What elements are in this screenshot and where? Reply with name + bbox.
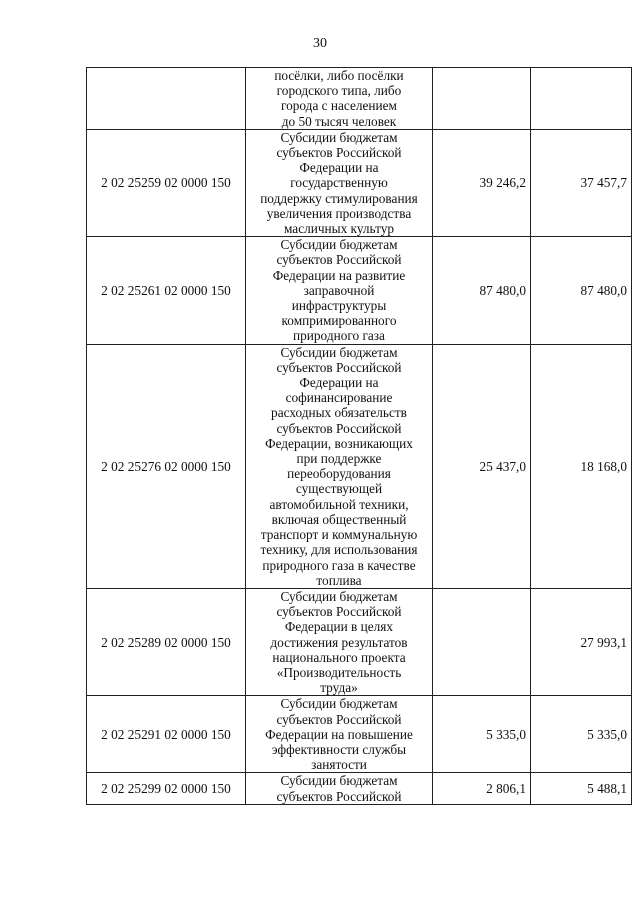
description-line: эффективности службы <box>271 741 407 757</box>
description-line: топлива <box>316 572 362 588</box>
description-line: посёлки, либо посёлки <box>274 68 404 83</box>
description-line: субъектов Российской <box>276 359 402 375</box>
table-row <box>87 344 632 588</box>
description-line: увеличения производства <box>266 205 412 221</box>
budget-code-cell: 2 02 25259 02 0000 150 <box>87 129 246 236</box>
description-line: Субсидии бюджетам <box>280 696 398 712</box>
description-line: Федерации на <box>299 375 379 391</box>
description-line: труда» <box>320 680 358 696</box>
description-line: субъектов Российской <box>276 788 402 804</box>
description-line: города с населением <box>281 98 397 114</box>
amount-cell-second-year: 27 993,1 <box>531 588 632 695</box>
description-line: субъектов Российской <box>276 252 402 268</box>
description-line: включая общественный <box>271 511 407 527</box>
amount-cell-first-year: 2 806,1 <box>433 773 531 804</box>
table-row <box>87 696 632 773</box>
description-line: Федерации на <box>299 160 379 176</box>
budget-code-cell: 2 02 25291 02 0000 150 <box>87 696 246 773</box>
table-row <box>87 588 632 695</box>
amount-cell-second-year: 37 457,7 <box>531 129 632 236</box>
table-row <box>87 237 632 344</box>
description-line: масличных культур <box>283 221 395 237</box>
description-line: государственную <box>290 175 388 191</box>
amount-cell-second-year: 5 335,0 <box>531 696 632 773</box>
budget-code-cell: 2 02 25276 02 0000 150 <box>87 344 246 588</box>
description-line: существующей <box>295 481 383 497</box>
budget-code-cell <box>87 68 246 130</box>
description-line: Федерации в целях <box>284 619 394 635</box>
description-line: до 50 тысяч человек <box>281 113 397 129</box>
description-line: национального проекта <box>272 649 406 665</box>
subsidy-description-cell <box>246 344 433 588</box>
description-line: при поддержке <box>296 451 382 467</box>
amount-cell-second-year: 5 488,1 <box>531 773 632 804</box>
description-line: транспорт и коммунальную <box>260 527 418 543</box>
budget-table <box>86 67 632 805</box>
amount-cell-first-year: 5 335,0 <box>433 696 531 773</box>
description-line: занятости <box>311 757 367 773</box>
description-line: Субсидии бюджетам <box>280 588 398 604</box>
description-line: природного газа <box>293 328 385 344</box>
page-number: 30 <box>313 36 327 51</box>
description-line: городского типа, либо <box>276 83 402 99</box>
description-line: инфраструктуры <box>291 298 387 314</box>
amount-cell-first-year: 87 480,0 <box>433 237 531 344</box>
description-line: субъектов Российской <box>276 604 402 620</box>
description-line: автомобильной техники, <box>269 496 409 512</box>
subsidy-description-cell <box>246 588 433 695</box>
table-row <box>87 773 632 804</box>
description-line: Субсидии бюджетам <box>280 237 398 253</box>
amount-cell-second-year: 18 168,0 <box>531 344 632 588</box>
description-line: субъектов Российской <box>276 420 402 436</box>
description-line: софинансирование <box>285 390 393 406</box>
table-row <box>87 68 632 130</box>
description-line: переоборудования <box>287 466 391 482</box>
description-line: Федерации на развитие <box>272 267 406 283</box>
description-line: Субсидии бюджетам <box>280 773 398 789</box>
description-line: расходных обязательств <box>271 405 407 421</box>
amount-cell-first-year: 39 246,2 <box>433 129 531 236</box>
amount-cell-first-year: 25 437,0 <box>433 344 531 588</box>
budget-code-cell: 2 02 25289 02 0000 150 <box>87 588 246 695</box>
subsidy-description-cell <box>246 68 433 130</box>
table-row <box>87 129 632 236</box>
description-line: Субсидии бюджетам <box>280 344 398 360</box>
amount-cell-first-year <box>433 68 531 130</box>
description-line: Федерации, возникающих <box>265 435 413 451</box>
description-line: технику, для использования <box>260 542 418 558</box>
amount-cell-first-year <box>433 588 531 695</box>
subsidy-description-cell <box>246 773 433 804</box>
description-line: субъектов Российской <box>276 711 402 727</box>
description-line: «Производительность <box>276 664 402 680</box>
description-line: заправочной <box>303 282 375 298</box>
description-line: достижения результатов <box>270 634 408 650</box>
amount-cell-second-year <box>531 68 632 130</box>
subsidy-description-cell <box>246 696 433 773</box>
description-line: природного газа в качестве <box>262 557 416 573</box>
budget-code-cell: 2 02 25261 02 0000 150 <box>87 237 246 344</box>
budget-table-body <box>87 68 632 805</box>
subsidy-description-cell <box>246 129 433 236</box>
description-line: Субсидии бюджетам <box>280 129 398 145</box>
budget-code-cell: 2 02 25299 02 0000 150 <box>87 773 246 804</box>
description-line: субъектов Российской <box>276 145 402 161</box>
description-line: компримированного <box>281 313 397 329</box>
description-line: Федерации на повышение <box>265 726 413 742</box>
amount-cell-second-year: 87 480,0 <box>531 237 632 344</box>
subsidy-description-cell <box>246 237 433 344</box>
description-line: поддержку стимулирования <box>260 190 418 206</box>
